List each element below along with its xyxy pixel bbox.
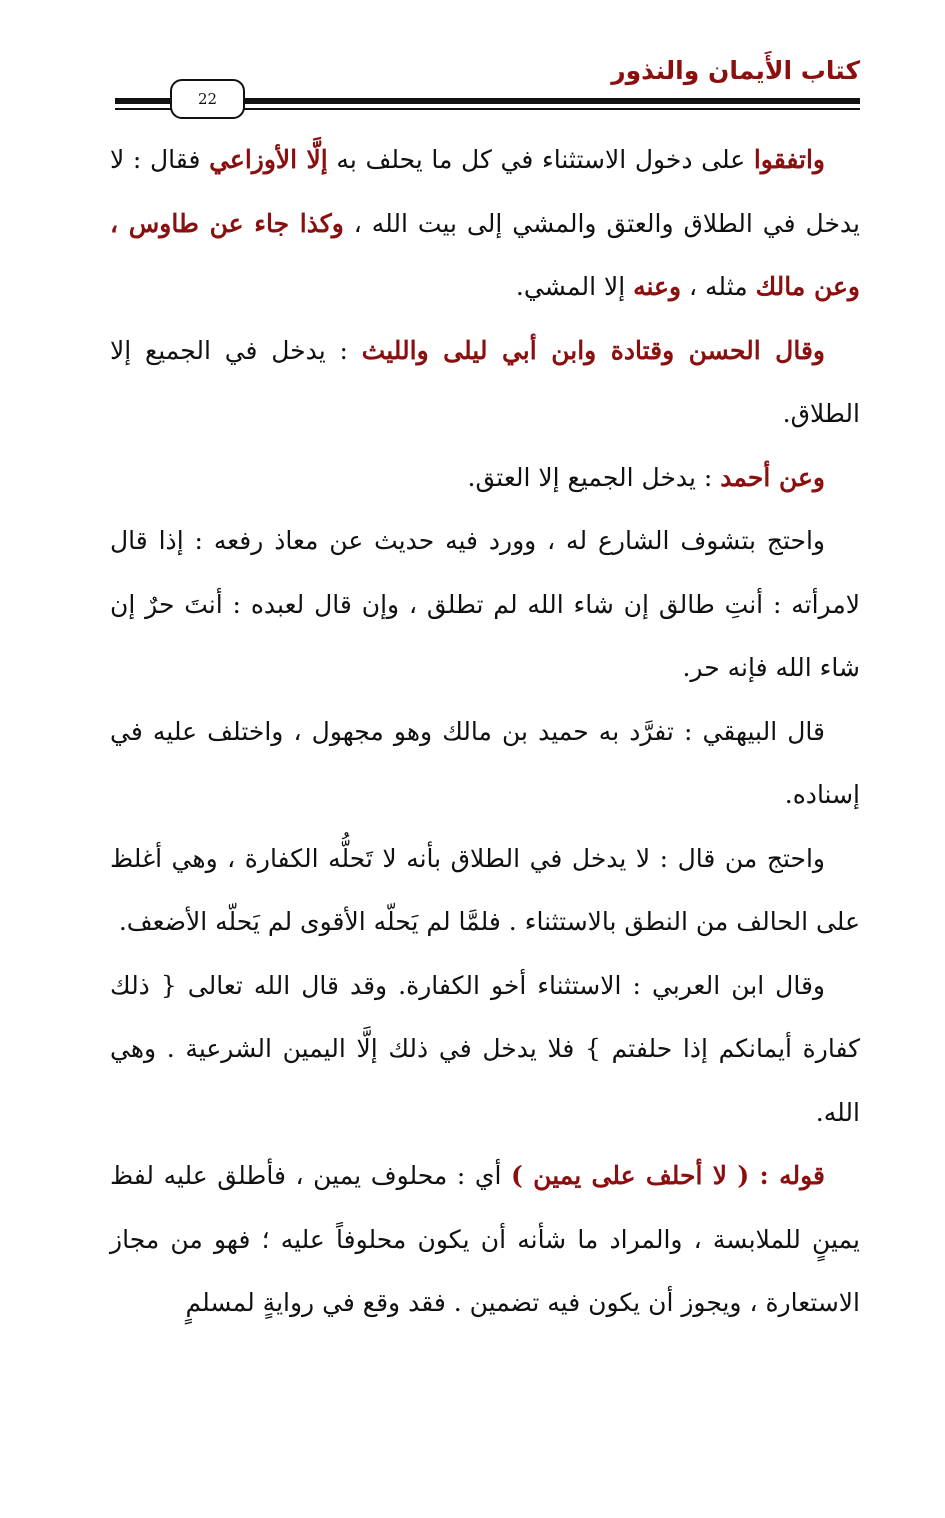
- book-title: كتاب الأَيمان والنذور: [611, 56, 860, 85]
- text-segment: إلَّا الأوزاعي: [209, 145, 328, 174]
- paragraph: [110, 700, 860, 827]
- page-number: 22: [170, 79, 245, 119]
- text-segment: وعن أحمد: [720, 462, 825, 492]
- paragraph: [110, 954, 860, 1145]
- paragraph: [110, 1144, 860, 1335]
- paragraph: [110, 319, 860, 446]
- page-header: [0, 0, 945, 125]
- text-segment: : يدخل في الجميع إلا الطلاق.: [110, 335, 860, 428]
- text-segment: واحتج من قال : لا يدخل في الطلاق بأنه لا تَحلُّه الكفارة ، وهي أغلظ على الحالف من النطق بالاستثناء . فلمَّا لم يَحلّه الأقوى لم يَحلّه الأضعف.: [110, 843, 860, 936]
- text-segment: واحتج بتشوف الشارع له ، وورد فيه حديث عن معاذ رفعه : إذا قال لامرأته : أنتِ طالق إن شاء الله لم تطلق ، وإن قال لعبده : أنتَ حرٌ إن شاء الله فإنه حر.: [110, 526, 860, 682]
- paragraph: [110, 446, 860, 510]
- text-segment: إلا المشي.: [515, 272, 634, 301]
- text-segment: مثله ،: [681, 272, 756, 301]
- text-segment: واتفقوا: [753, 145, 825, 174]
- text-segment: وكذا جاء عن طاوس ، وعن مالك: [110, 208, 860, 301]
- text-segment: على دخول الاستثناء في كل ما يحلف به: [327, 145, 754, 174]
- text-segment: فقال : لا يدخل في الطلاق والعتق والمشي إلى بيت الله ،: [110, 145, 860, 238]
- text-segment: وقال الحسن وقتادة وابن أبي ليلى والليث: [361, 335, 825, 365]
- page-body: [110, 128, 860, 1335]
- paragraph: [110, 827, 860, 954]
- text-segment: أي : محلوف يمين ، فأطلق عليه لفظ يمينٍ للملابسة ، والمراد ما شأنه أن يكون محلوفاً عليه ؛ فهو من مجاز الاستعارة ، ويجوز أن يكون فيه تضمين . فقد وقع في روايةٍ لمسلمٍ: [110, 1161, 860, 1317]
- text-segment: وعنه: [633, 272, 682, 301]
- paragraph: [110, 509, 860, 700]
- text-segment: وقال ابن العربي : الاستثناء أخو الكفارة. وقد قال الله تعالى { ذلك كفارة أيمانكم إذا حلفتم } فلا يدخل في ذلك إلَّا اليمين الشرعية . وهي الله.: [110, 970, 860, 1127]
- text-segment: قال البيهقي : تفرَّد به حميد بن مالك وهو مجهول ، واختلف عليه في إسناده.: [110, 716, 860, 809]
- text-segment: قوله : ( لا أحلف على يمين ): [511, 1161, 825, 1190]
- text-segment: : يدخل الجميع إلا العتق.: [467, 462, 721, 492]
- paragraph: [110, 128, 860, 319]
